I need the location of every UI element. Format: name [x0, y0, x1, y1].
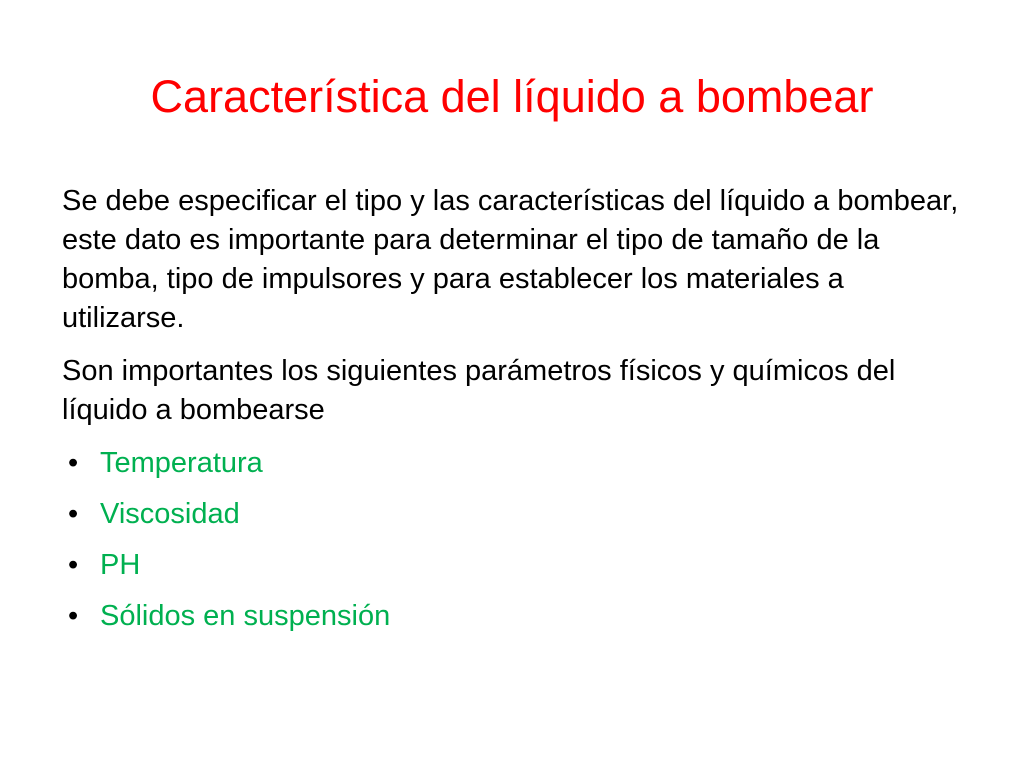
- list-item-label: Sólidos en suspensión: [100, 600, 391, 632]
- list-item: [62, 597, 962, 636]
- list-item: [62, 546, 962, 585]
- list-item: [62, 444, 962, 483]
- bullet-icon: •: [68, 549, 79, 581]
- slide-body: [62, 182, 962, 648]
- list-item-label: PH: [100, 549, 141, 581]
- bullet-icon: •: [68, 498, 79, 530]
- parameter-list: [62, 444, 962, 636]
- slide-title: Característica del líquido a bombear: [150, 71, 874, 122]
- list-item-label: Temperatura: [100, 447, 263, 479]
- body-paragraph-2: Son importantes los siguientes parámetros físicos y químicos del líquido a bombearse: [62, 355, 896, 426]
- list-item: [62, 495, 962, 534]
- bullet-icon: •: [68, 600, 79, 632]
- bullet-icon: •: [68, 447, 79, 479]
- list-item-label: Viscosidad: [100, 498, 240, 530]
- body-paragraph-1: Se debe especificar el tipo y las características del líquido a bombear, este dato es importante para determinar el tipo de tamaño de la bomba, tipo de impulsores y para establecer los materiales a utilizarse.: [62, 185, 959, 334]
